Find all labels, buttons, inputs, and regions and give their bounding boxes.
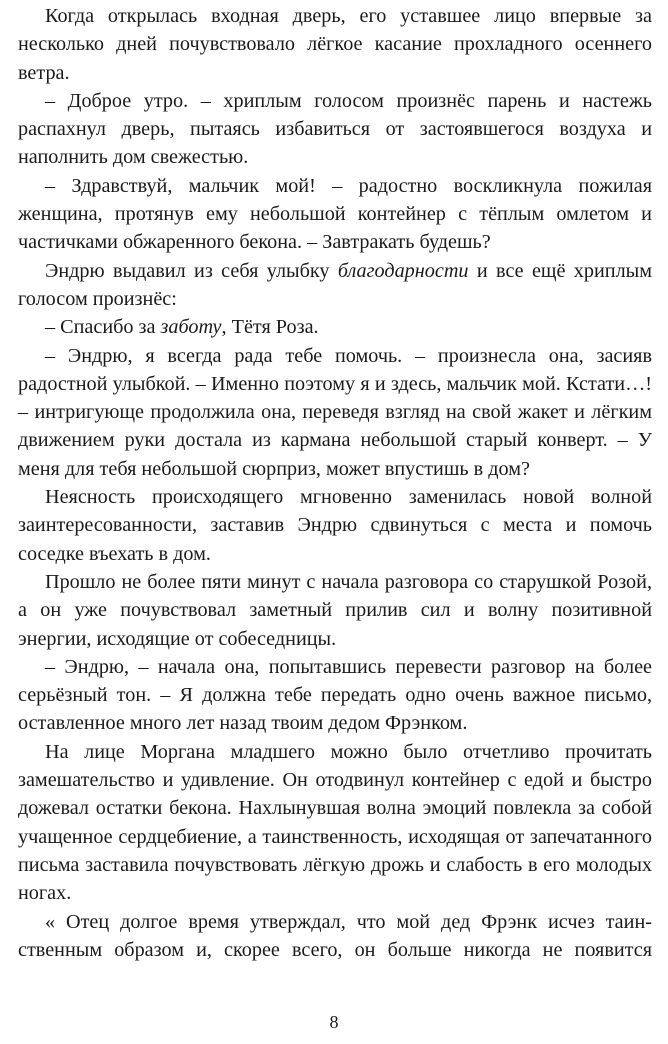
text-run: – Спасибо за: [45, 316, 161, 339]
paragraph: [18, 653, 652, 738]
paragraph: [18, 342, 652, 483]
paragraph: [18, 257, 652, 314]
book-page-text: [18, 2, 652, 964]
text-run: – Эндрю, – начала она, попытавшись перевести разговор на более серьёзный тон. – Я должна тебе передать одно очень важное письмо, оставленное много лет назад твоим дедом Фрэнком.: [18, 655, 652, 735]
text-run: – Эндрю, я всегда рада тебе помочь. – произнесла она, засияв радостной улыбкой. – Именно поэтому я и здесь, мальчик мой. Кстати…! – интригующе продолжила она, переведя взгляд на свой жакет и лёгким движением руки достала из кармана небольшой старый конверт. – У меня для тебя небольшой сюрприз, может впустишь в дом?: [18, 344, 652, 480]
paragraph: [18, 172, 652, 257]
text-run: – Доброе утро. – хриплым голосом произнёс парень и настежь распахнул дверь, пытаясь избавиться от застоявшегося воздуха и наполнить дом свежестью.: [18, 89, 652, 169]
text-run: и все ещё хриплым голосом произнёс:: [18, 259, 653, 310]
italic-text: заботу: [160, 316, 222, 339]
paragraph: [18, 568, 652, 653]
text-run: Прошло не более пяти минут с начала разговора со старушкой Розой, а он уже почувствовал заметный прилив сил и волну позитивной энергии, исходящие от собеседницы.: [18, 570, 652, 650]
text-run: « Отец долгое время утверждал, что мой дед Фрэнк исчез таинственным образом и, скорее всего, он больше никогда не появится: [18, 910, 652, 961]
text-run: Эндрю выдавил из себя улыбку: [45, 259, 338, 282]
paragraph: [18, 87, 652, 172]
paragraph: [18, 2, 652, 87]
text-run: – Здравствуй, мальчик мой! – радостно воскликнула пожилая женщина, протянув ему небольшой контейнер с тёплым омлетом и частичками обжаренного бекона. – Завтракать будешь?: [18, 174, 652, 254]
text-run: Когда открылась входная дверь, его уставшее лицо впервые за несколько дней почувствовало лёгкое касание прохладного осеннего ветра.: [18, 5, 652, 84]
page-number: 8: [329, 1012, 339, 1032]
paragraph: [18, 738, 652, 908]
italic-text: благодарности: [337, 259, 469, 282]
text-run: На лице Моргана младшего можно было отчетливо прочитать замешательство и удивление. Он отодвинул контейнер с едой и быстро дожевал остатки бекона. Нахлынувшая волна эмоций повлекла за собой учащенное сердцебиение, а таинственность, исходящая от запечатанного письма заставила почувствовать лёгкую дрожь и слабость в его молодых ногах.: [18, 740, 652, 905]
text-run: , Тётя Роза.: [221, 316, 319, 339]
paragraph: [18, 313, 652, 341]
paragraph: [18, 483, 652, 568]
paragraph: [18, 908, 652, 965]
text-run: Неясность происходящего мгновенно заменилась новой волной заинтересованности, заставив Эндрю сдвинуться с места и помочь соседке въехать в дом.: [18, 486, 652, 565]
